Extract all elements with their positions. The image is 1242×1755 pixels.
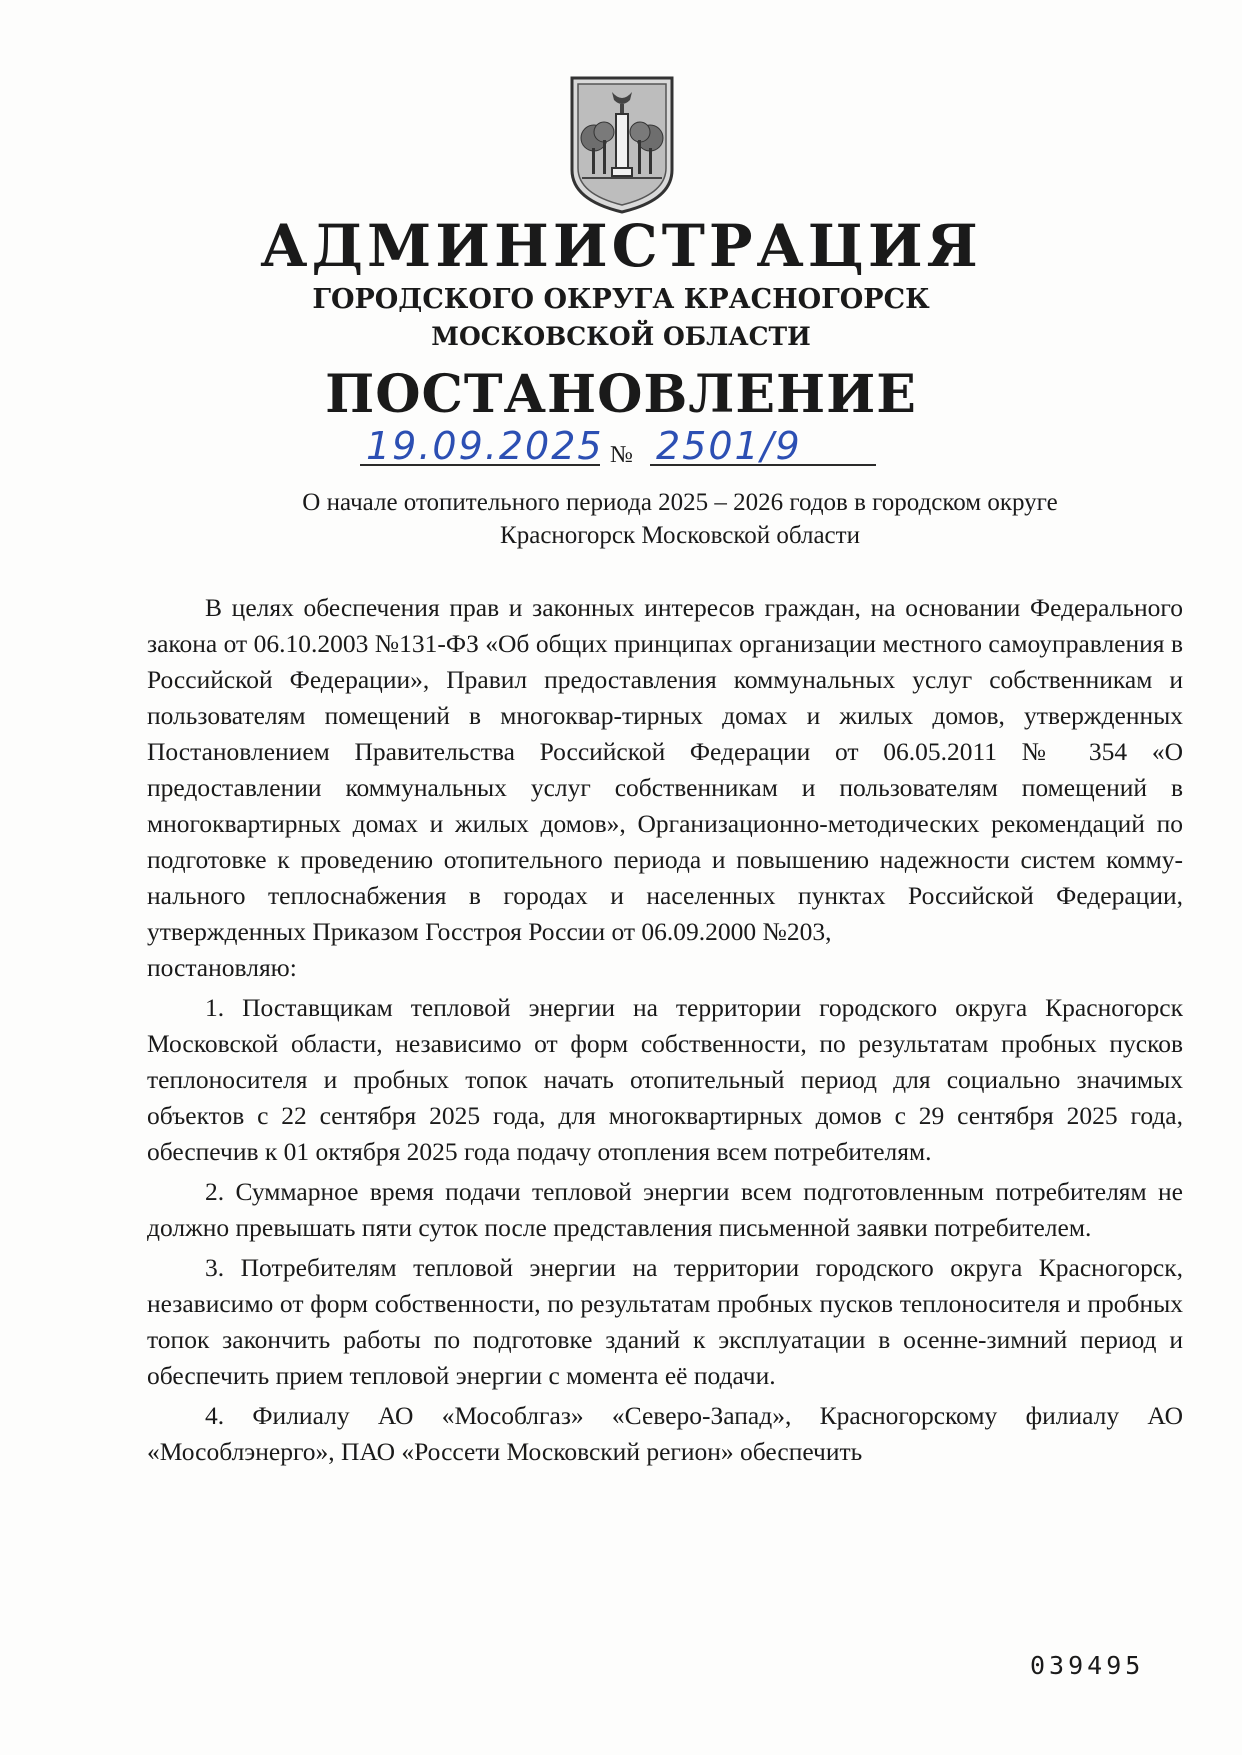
registration-line bbox=[360, 424, 880, 468]
district-title: ГОРОДСКОГО ОКРУГА КРАСНОГОРСК bbox=[312, 284, 930, 315]
registration-number-field bbox=[650, 424, 876, 468]
list-item: 1. Поставщикам тепловой энергии на территории городского округа Красногорск Московской области, независимо от форм собственности, по результатам пробных пусков теплоносителя и пробных топок начать отопительный период для социально значимых объектов с 22 сентября 2025 года, для многоквартирных домов с 29 сентября 2025 года, обеспечив к 01 октября 2025 года подачу отопления всем потребителям. bbox=[147, 993, 1183, 1166]
list-item: 3. Потребителям тепловой энергии на территории городского округа Красногорск, независимо от форм собственности, по результатам пробных пусков теплоносителя и пробных топок закончить работы по подготовке зданий к эксплуатации в осенне-зимний период и обеспечить прием тепловой энергии с момента её подачи. bbox=[147, 1253, 1183, 1390]
registration-date: 19.09.2025 bbox=[366, 424, 604, 468]
document-subject bbox=[200, 486, 1160, 552]
subject-line-2: Красногорск Московской области bbox=[500, 522, 860, 549]
serial-number: 039495 bbox=[1030, 1651, 1145, 1680]
subject-line-1: О начале отопительного периода 2025 – 2026 годов в городском округе bbox=[302, 489, 1058, 516]
org-title: АДМИНИСТРАЦИЯ bbox=[260, 212, 982, 280]
list-item: 4. Филиалу АО «Мособлгаз» «Северо-Запад», Красногорскому филиалу АО «Мособлэнерго», ПАО «Россети Московский регион» обеспечить bbox=[147, 1401, 1183, 1466]
coat-of-arms-icon bbox=[568, 74, 676, 216]
number-sign: № bbox=[610, 442, 633, 468]
registration-number: 2501/9 bbox=[656, 424, 802, 468]
preamble-paragraph: В целях обеспечения прав и законных интересов граждан, на основании Федерального закона от 06.10.2003 №131-ФЗ «Об общих принципах организации местного самоуправления в Российской Федерации», Правил предоставления коммунальных услуг собственникам и пользователям помещений в многоквар-тирных домах и жилых домов, утвержденных Постановлением Правительства Российской Федерации от 06.05.2011 № 354 «О предоставлении коммунальных услуг собственникам и пользователям помещений в многоквартирных домах и жилых домов», Организационно-методических рекомендаций по подготовке к проведению отопительного периода и повышению надежности систем комму-нального теплоснабжения в городах и населенных пунктах Российской Федерации, утвержденных Приказом Госстроя России от 06.09.2000 №203, bbox=[147, 593, 1183, 946]
decree-word: постановляю: bbox=[147, 953, 297, 982]
list-item: 2. Суммарное время подачи тепловой энергии всем подготовленным потребителям не должно превышать пяти суток после представления письменной заявки потребителем. bbox=[147, 1177, 1183, 1242]
region-title: МОСКОВСКОЙ ОБЛАСТИ bbox=[431, 322, 811, 351]
registration-date-field bbox=[360, 424, 604, 468]
document-type-title: ПОСТАНОВЛЕНИЕ bbox=[325, 364, 917, 425]
document-body bbox=[147, 590, 1183, 1470]
